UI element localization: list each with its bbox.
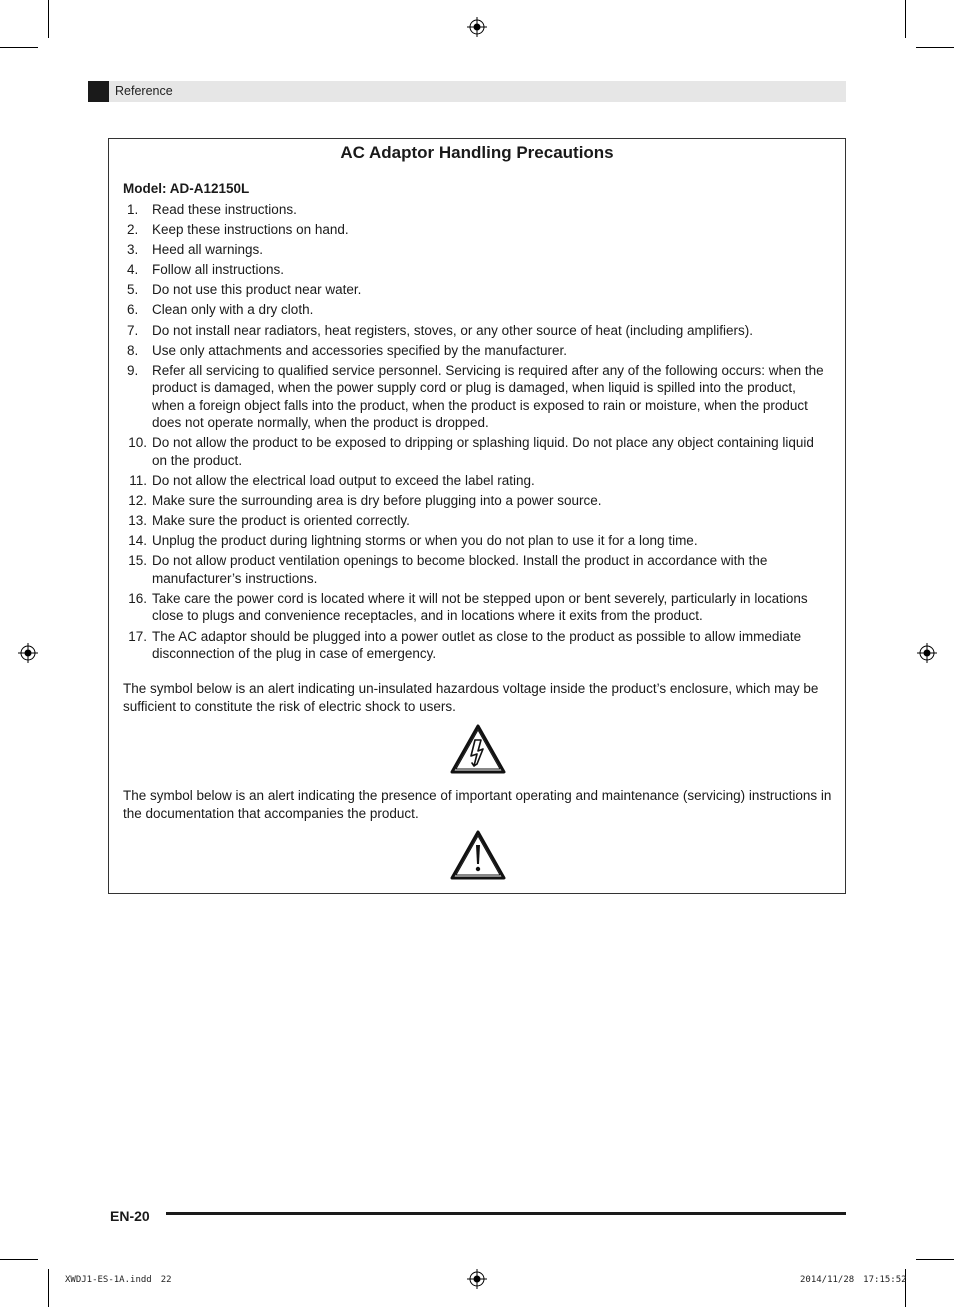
instruction-text: Refer all servicing to qualified service personnel. Servicing is required after any of the following occurs: when the product is damaged, when the power supply cord or plug is damaged, when liquid is spilled into the product, when a foreign object falls into the product, when the product is exposed to rain or moisture, when the product does not operate normally, when the product is dropped. bbox=[152, 362, 824, 431]
instruction-item bbox=[123, 241, 829, 259]
instruction-text: Do not allow the electrical load output to exceed the label rating. bbox=[152, 472, 535, 488]
registration-mark-icon bbox=[467, 1269, 487, 1289]
instruction-item bbox=[123, 552, 829, 587]
section-header-marker bbox=[88, 81, 109, 102]
instruction-item bbox=[123, 301, 829, 319]
instruction-number: 16. bbox=[128, 590, 147, 606]
crop-mark bbox=[48, 0, 49, 38]
instruction-item bbox=[123, 221, 829, 239]
instruction-text: Clean only with a dry cloth. bbox=[152, 302, 314, 318]
instruction-number: 5. bbox=[127, 282, 139, 298]
instruction-item bbox=[123, 532, 829, 550]
registration-mark-icon bbox=[467, 17, 487, 37]
instruction-item bbox=[123, 512, 829, 530]
instruction-number: 15. bbox=[128, 553, 147, 569]
instruction-item bbox=[123, 342, 829, 360]
crop-mark bbox=[905, 0, 906, 38]
instruction-item bbox=[123, 492, 829, 510]
instruction-number: 1. bbox=[127, 202, 139, 217]
instruction-number: 4. bbox=[127, 262, 139, 278]
crop-mark bbox=[0, 1259, 38, 1260]
instruction-text: Read these instructions. bbox=[152, 202, 297, 217]
slug-datetime: 2014/11/28 17:15:52 bbox=[800, 1275, 907, 1285]
instruction-text: Keep these instructions on hand. bbox=[152, 222, 349, 238]
crop-mark bbox=[916, 47, 954, 48]
instruction-text: Do not allow the product to be exposed to dripping or splashing liquid. Do not place any object containing liquid on the product. bbox=[152, 435, 814, 468]
instruction-item bbox=[123, 322, 829, 340]
lightning-warning-icon bbox=[449, 723, 507, 775]
instruction-number: 3. bbox=[127, 242, 139, 258]
page-number: EN-20 bbox=[110, 1208, 150, 1224]
instruction-text: Do not allow product ventilation openings to become blocked. Install the product in accordance with the manufacturer’s instructions. bbox=[152, 553, 768, 586]
instruction-number: 8. bbox=[127, 342, 139, 358]
instruction-number: 10. bbox=[128, 435, 147, 451]
instruction-item bbox=[123, 472, 829, 490]
instruction-text: Do not install near radiators, heat registers, stoves, or any other source of heat (including amplifiers). bbox=[152, 322, 754, 338]
instruction-number: 9. bbox=[127, 362, 139, 378]
maintenance-alert-paragraph: The symbol below is an alert indicating the presence of important operating and maintenance (servicing) instructions in the documentation that accompanies the product. bbox=[123, 788, 832, 821]
instruction-number: 17. bbox=[128, 628, 147, 644]
instruction-text: Make sure the surrounding area is dry before plugging into a power source. bbox=[152, 493, 602, 509]
footer-rule bbox=[166, 1212, 846, 1215]
crop-mark bbox=[0, 47, 38, 48]
precautions-box bbox=[108, 138, 846, 894]
slug-file: XWDJ1-ES-1A.indd 22 bbox=[65, 1275, 172, 1285]
instruction-text: Unplug the product during lightning storms or when you do not plan to use it for a long time. bbox=[152, 533, 698, 549]
exclamation-warning-icon bbox=[449, 829, 507, 881]
instruction-item bbox=[123, 590, 829, 625]
instruction-item bbox=[123, 628, 829, 663]
voltage-alert-paragraph: The symbol below is an alert indicating un-insulated hazardous voltage inside the product’s enclosure, which may be sufficient to constitute the risk of electric shock to users. bbox=[123, 681, 819, 714]
instruction-text: The AC adaptor should be plugged into a power outlet as close to the product as possible to allow immediate disconnection of the plug in case of emergency. bbox=[152, 628, 802, 661]
instruction-text: Follow all instructions. bbox=[152, 262, 285, 278]
box-title: AC Adaptor Handling Precautions bbox=[340, 143, 614, 162]
crop-mark bbox=[48, 1269, 49, 1307]
registration-mark-icon bbox=[18, 643, 38, 663]
instruction-number: 6. bbox=[127, 302, 139, 318]
instruction-number: 12. bbox=[128, 493, 147, 509]
instruction-text: Do not use this product near water. bbox=[152, 282, 362, 298]
crop-mark bbox=[916, 1259, 954, 1260]
instruction-item bbox=[123, 362, 829, 432]
section-header-bar bbox=[88, 81, 846, 102]
instruction-item bbox=[123, 434, 829, 469]
instruction-text: Make sure the product is oriented correctly. bbox=[152, 513, 410, 529]
instruction-number: 11. bbox=[129, 472, 147, 488]
instruction-text: Heed all warnings. bbox=[152, 242, 264, 258]
instruction-item bbox=[123, 281, 829, 299]
instruction-item bbox=[123, 201, 829, 219]
instruction-number: 2. bbox=[127, 222, 139, 238]
section-header-label: Reference bbox=[115, 84, 173, 98]
instruction-item bbox=[123, 261, 829, 279]
instruction-number: 14. bbox=[128, 533, 147, 549]
instruction-number: 13. bbox=[128, 513, 147, 529]
registration-mark-icon bbox=[917, 643, 937, 663]
instruction-number: 7. bbox=[127, 322, 139, 338]
instruction-list bbox=[123, 201, 829, 665]
instruction-text: Use only attachments and accessories specified by the manufacturer. bbox=[152, 342, 567, 358]
instruction-text: Take care the power cord is located where it will not be stepped upon or bent severely, particularly in locations close to plugs and convenience receptacles, and in locations where it exits from the product. bbox=[152, 590, 808, 624]
model-label: Model: AD-A12150L bbox=[123, 181, 250, 196]
